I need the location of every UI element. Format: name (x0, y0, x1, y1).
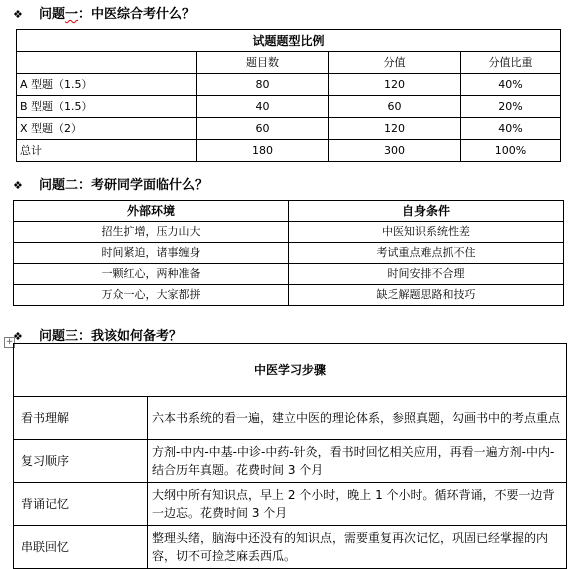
table-row (14, 264, 564, 285)
diamond-bullet-icon: ❖ (13, 330, 23, 343)
table-row (14, 440, 567, 483)
step-label: 看书理解 (14, 397, 148, 440)
table-cell: 缺乏解题思路和技巧 (289, 285, 564, 306)
step-label: 背诵记忆 (14, 483, 148, 526)
table-row (17, 96, 561, 118)
table-cell: 40% (461, 118, 561, 140)
header-cell: 分值 (329, 52, 461, 74)
table-row (17, 118, 561, 140)
table-title: 中医学习步骤 (14, 344, 567, 397)
challenges-table (13, 200, 564, 306)
table-cell: 中医知识系统性差 (289, 222, 564, 243)
table-header-row (14, 201, 564, 222)
table-row (17, 74, 561, 96)
table-cell: 时间紧迫，诸事缠身 (14, 243, 289, 264)
section2-title: 问题二：考研同学面临什么？ (39, 178, 209, 193)
header-cell: 自身条件 (289, 201, 564, 222)
header-cell: 分值比重 (461, 52, 561, 74)
diamond-bullet-icon: ❖ (13, 8, 23, 21)
header-cell: 外部环境 (14, 201, 289, 222)
table-title: 试题题型比例 (17, 30, 561, 52)
table-row-total (17, 140, 561, 162)
table-cell: 120 (329, 118, 461, 140)
step-label: 复习顺序 (14, 440, 148, 483)
table-cell: 60 (197, 118, 329, 140)
section1-title-prefix: 问题 (39, 7, 66, 22)
table-move-handle-icon[interactable]: + (5, 337, 14, 347)
table-cell: 40 (197, 96, 329, 118)
table-row (14, 526, 567, 569)
section1-heading (13, 6, 195, 24)
diamond-bullet-icon: ❖ (13, 179, 23, 192)
step-detail: 六本书系统的看一遍，建立中医的理论体系，参照真题，勾画书中的考点重点 (148, 397, 567, 440)
table-cell: 60 (329, 96, 461, 118)
section3-title: 问题三：我该如何备考？ (39, 329, 183, 344)
table-cell: 40% (461, 74, 561, 96)
table-cell: 300 (329, 140, 461, 162)
table-row (14, 222, 564, 243)
table-row (14, 243, 564, 264)
table-cell: 120 (329, 74, 461, 96)
table-header-row (17, 52, 561, 74)
table-cell: 时间安排不合理 (289, 264, 564, 285)
table-cell: 一颗红心，两种准备 (14, 264, 289, 285)
section1-title-suffix: ：中医综合考什么？ (78, 7, 196, 22)
study-steps-table (13, 343, 567, 569)
header-cell: 题目数 (197, 52, 329, 74)
table-row (14, 285, 564, 306)
step-detail: 方剂-中内-中基-中诊-中药-针灸，看书时回忆相关应用，再看一遍方剂-中内-结合历年真题。花费时间 3 个月 (148, 440, 567, 483)
step-label: 串联回忆 (14, 526, 148, 569)
table-cell: 100% (461, 140, 561, 162)
section1-title-mark: 一 (65, 7, 79, 22)
table-cell: 80 (197, 74, 329, 96)
table-cell: 20% (461, 96, 561, 118)
row-label: B 型题（1.5） (17, 96, 197, 118)
row-label: 总计 (17, 140, 197, 162)
table-row (14, 483, 567, 526)
header-cell (17, 52, 197, 74)
row-label: X 型题（2） (17, 118, 197, 140)
question-type-table (16, 29, 561, 162)
table-cell: 万众一心，大家都拼 (14, 285, 289, 306)
section2-heading (13, 177, 208, 195)
table-cell: 考试重点难点抓不住 (289, 243, 564, 264)
table-cell: 招生扩增，压力山大 (14, 222, 289, 243)
table-cell: 180 (197, 140, 329, 162)
step-detail: 大纲中所有知识点，早上 2 个小时，晚上 1 个小时。循环背诵，不要一边背一边忘。花费时间 3 个月 (148, 483, 567, 526)
row-label: A 型题（1.5） (17, 74, 197, 96)
table-row (14, 397, 567, 440)
step-detail: 整理头绪，脑海中还没有的知识点，需要重复再次记忆，巩固已经掌握的内容，切不可捡芝麻丢西瓜。 (148, 526, 567, 569)
